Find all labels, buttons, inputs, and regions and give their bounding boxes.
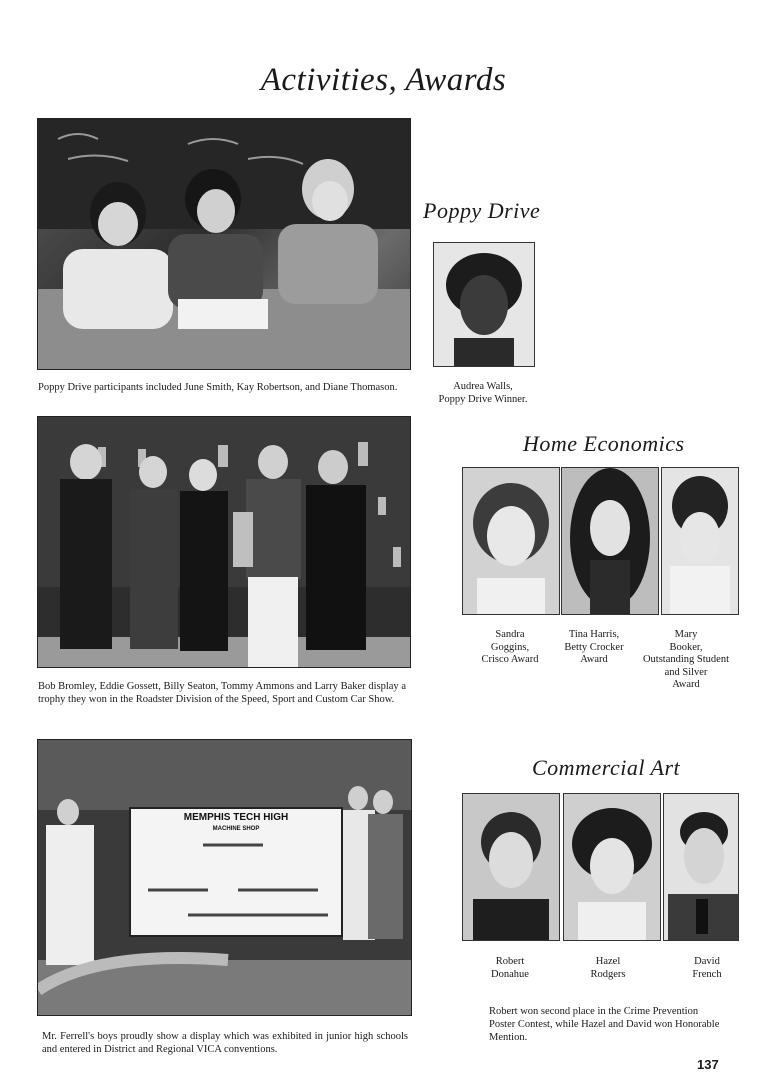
sign-line-1: MEMPHIS TECH HIGH xyxy=(183,812,289,823)
tina-harris-caption xyxy=(551,629,637,667)
mary-booker-portrait xyxy=(661,467,739,615)
caption-line: Robert xyxy=(495,956,525,967)
mary-booker-caption xyxy=(630,629,742,692)
caption-line: Donahue xyxy=(491,968,529,980)
caption-line: Outstanding Student xyxy=(642,654,730,665)
sandra-goggins-caption xyxy=(462,629,558,667)
commercial-art-caption: Robert won second place in the Crime Prevention Poster Contest, while Hazel and David won Honorable Mention. xyxy=(489,1006,720,1043)
hazel-rodgers-portrait xyxy=(563,793,661,941)
caption-line: Sandra xyxy=(495,629,525,640)
caption-line: Rodgers xyxy=(590,968,626,980)
poppy-group-caption: Poppy Drive participants included June Smith, Kay Robertson, and Diane Thomason. xyxy=(38,382,398,393)
caption-line: Hazel xyxy=(595,956,621,967)
caption-line: Award xyxy=(672,679,700,690)
winner-title: Poppy Drive Winner. xyxy=(438,393,528,405)
page-title: Activities, Awards xyxy=(260,62,507,98)
caption-line: French xyxy=(692,968,722,980)
home-economics-heading: Home Economics xyxy=(523,431,685,456)
poppy-drive-group-photo xyxy=(37,118,411,370)
caption-line: Goggins, xyxy=(490,641,530,653)
page-number: 137 xyxy=(697,1057,719,1072)
machine-shop-caption: Mr. Ferrell's boys proudly show a display which was exhibited in junior high schools and entered in District and Regional VICA conventions. xyxy=(42,1031,408,1055)
david-french-portrait xyxy=(663,793,739,941)
caption-line: and Silver xyxy=(664,666,708,678)
tina-harris-portrait xyxy=(561,467,659,615)
machine-shop-photo xyxy=(37,739,412,1016)
sandra-goggins-portrait xyxy=(462,467,560,615)
caption-line: Tina Harris, xyxy=(568,629,620,640)
caption-line: Betty Crocker xyxy=(564,641,624,653)
caption-line: Crisco Award xyxy=(481,654,539,665)
trophy-group-photo xyxy=(37,416,411,668)
robert-donahue-caption xyxy=(470,956,550,981)
audrea-walls-portrait xyxy=(433,242,535,367)
caption-line: Mary xyxy=(674,629,698,640)
winner-name: Audrea Walls, xyxy=(453,381,513,392)
caption-line: Booker, xyxy=(669,641,703,653)
caption-line: David xyxy=(694,956,720,967)
commercial-art-heading: Commercial Art xyxy=(532,755,681,780)
caption-line: Award xyxy=(580,654,608,665)
hazel-rodgers-caption xyxy=(568,956,648,981)
sign-line-2: MACHINE SHOP xyxy=(212,826,260,832)
robert-donahue-portrait xyxy=(462,793,560,941)
trophy-caption: Bob Bromley, Eddie Gossett, Billy Seaton, Tommy Ammons and Larry Baker display a trophy they won in the Roadster Division of the Speed, Sport and Custom Car Show. xyxy=(38,681,406,705)
david-french-caption xyxy=(667,956,747,981)
poppy-drive-heading: Poppy Drive xyxy=(423,198,541,223)
audrea-walls-caption xyxy=(420,381,546,406)
